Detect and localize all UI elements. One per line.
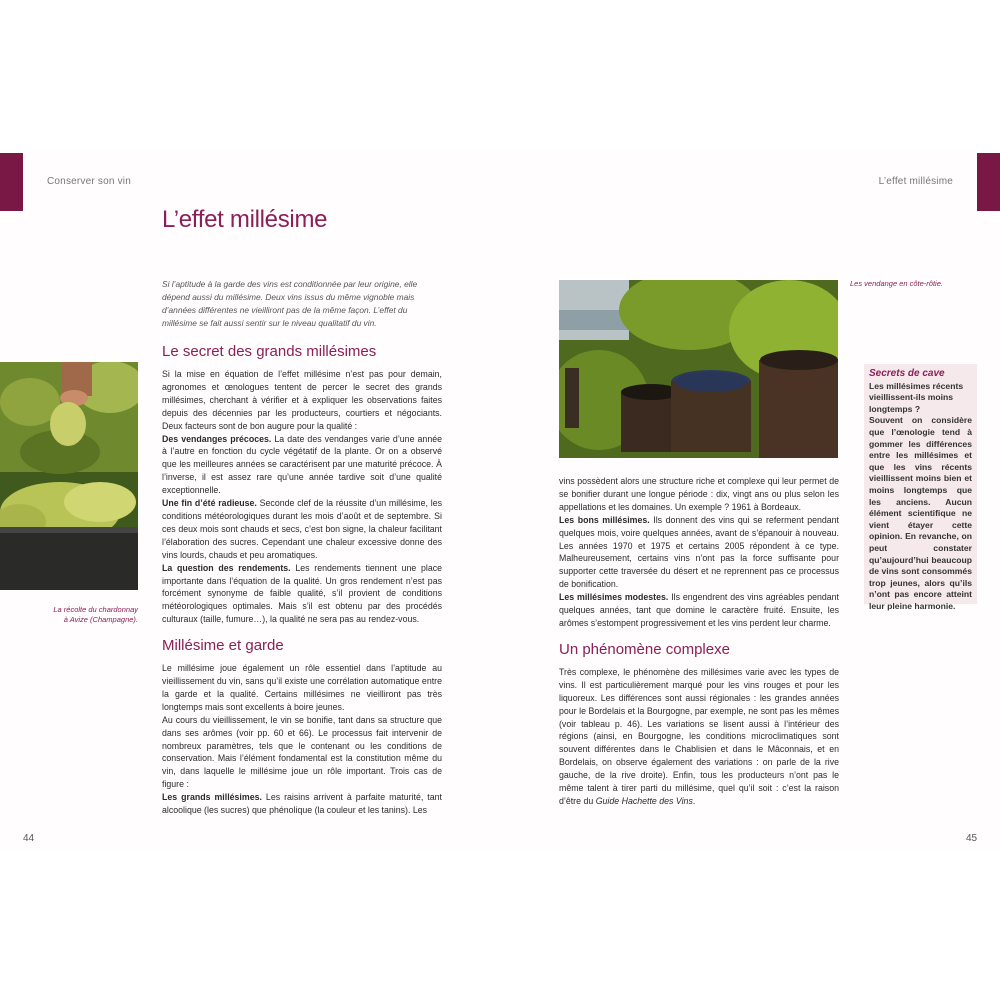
chardonnay-harvest-photo [0,362,138,590]
sidebar-question: Les millésimes récents vieillissent-ils moins longtemps ? [869,380,964,414]
chardonnay-harvest-illustration [0,362,138,590]
paragraph [162,562,442,627]
section-heading-complexe: Un phénomène complexe [559,640,730,658]
paragraph: Au cours du vieillissement, le vin se bonifie, tant dans sa structure que dans ses arômes (voir pp. 60 et 66). Le processus fait intervenir de nombreux paramètres, tels que le contenant ou les conditions de conservation. Mais l’élément fondamental est la constitution même du vin, dans laquelle le millésime joue un rôle important. Trois cas de figure : [162,714,442,790]
right-text-column [559,475,839,808]
paragraph [559,514,839,591]
bold-lead: Les grands millésimes. [162,792,262,803]
paragraph: Le millésime joue également un rôle essentiel dans l’aptitude au vieillissement du vin, sans qu’il existe une corrélation automatique entre la garde et la qualité. Certains millésimes ne vieilliront pas très longtemps mais sont excellents à boire jeunes. [162,663,442,712]
left-running-head: Conserver son vin [47,176,131,187]
paragraph [162,433,442,498]
chardonnay-photo-caption [40,605,138,625]
secrets-de-cave-sidebar [864,364,977,611]
section-heading-secret: Le secret des grands millésimes [162,343,377,360]
paragraph [162,497,442,562]
cote-rotie-harvest-illustration [559,280,838,458]
paragraph-text: Seconde clef de la réussite d’un millésime, les conditions météorologiques durant les mois d’août et de septembre. Si ces deux mois sont chauds et secs, c’est bon signe, la chaleur facilitant l’élaboration des sucres. Cependant une chaleur excessive donne des vins lourds, chauds et peu aromatiques. [162,498,442,560]
paragraph-text: Ils donnent des vins qui se referment pendant quelques mois, voire quelques années, avant de s’épanouir à nouveau. Les années 1970 et 1975 et certains 2005 répondent à ce type. Malheureusement, certains vins n’ont pas la force suffisante pour supporter cette traversée du désert et ne reprennent pas ce processus de bonification. [559,514,839,590]
sidebar-answer: Souvent on considère que l’œnologie tend à gommer les différences entre les millésimes et que les vins récents vieillissent moins bien et moins longtemps que les anciens. Aucun élément scientifique ne vient étayer cette opinion. En revanche, on peut constater qu’aujourd’hui beaucoup de vins sont consommés trop jeunes, alors qu’ils n’ont pas encore atteint leur pleine harmonie. [869,415,972,611]
sidebar-title: Secrets de cave [869,368,945,379]
bold-lead: La question des rendements. [162,562,291,573]
paragraph [559,666,839,808]
bold-lead: Les millésimes modestes. [559,592,669,603]
cote-rotie-harvest-photo [559,280,838,458]
paragraph-end: . [692,795,696,806]
page-title: L’effet millésime [162,206,328,233]
left-text-column [162,342,442,817]
paragraph-text: Ils engendrent des vins agréables pendant quelques années, tant que domine le caractère fruité. Ensuite, les arômes s’estompent progressivement et les vins perdent leur charme. [559,592,839,628]
paragraph-text: Très complexe, le phénomène des millésimes varie avec les types de vins. Il est particulièrement marqué pour les vins rouges et pour les liquoreux. Les différences sont aussi régionales : les grandes années pour le Bordelais et la Bourgogne, par exemple, ne sont pas les mêmes (voir tableau p. 46). Les variations se lisent aussi à l’intérieur des régions (ainsi, en Bourgogne, les conditions microclimatiques sont souvent différentes dans le Chablisien et dans le Mâconnais, et en Bordelais, on observe également des variations : on parle de la rive gauche, de la rive droite). Enfin, tous les producteurs n’ont pas le même talent à tirer parti du millésime, quel qu’il soit : c’est la raison d’être du [559,666,839,806]
paragraph-text: Les rendements tiennent une place importante dans l’équation de la qualité. Un gros rendement n’est pas forcément synonyme de faible qualité, s’il provient de conditions météorologiques optimales. Mais s’il est obtenu par des procédés culturaux (taille, fumure…), la qualité ne sera pas au rendez-vous. [162,562,442,625]
section-heading-garde: Millésime et garde [162,637,284,655]
intro-paragraph: Si l’aptitude à la garde des vins est conditionnée par leur origine, elle dépend aussi du millésime. Deux vins issus du même vignoble mais d’années différentes ne vieilliront pas de la même façon. L’effet du millésime se fait aussi sentir sur le niveau qualitatif du vin. [162,279,418,328]
paragraph: vins possèdent alors une structure riche et complexe qui leur permet de se bonifier durant une longue période : dix, vingt ans ou plus selon les appellations et les domaines. Un exemple ? 1961 à Bordeaux. [559,476,839,512]
paragraph [162,791,442,817]
bold-lead: Les bons millésimes. [559,514,650,525]
bold-lead: Des vendanges précoces. [162,433,272,444]
right-running-head: L’effet millésime [878,176,953,187]
right-page-number: 45 [966,833,978,844]
paragraph: Si la mise en équation de l’effet millésime n’est pas pour demain, agronomes et œnologues tentent de percer le secret des grands millésimes, cherchant à vérifier et à expliquer les observations faites depuis des décennies par les producteurs, courtiers et négociants. Deux facteurs sont de bon augure pour la qualité : [162,369,442,431]
left-page-number: 44 [23,833,35,844]
paragraph-text: La date des vendanges varie d’une année à l’autre en fonction du cycle végétatif de la plante. Or on a observé que les meilleures années se caractérisent par une maturité précoce. À l’inverse, il est assez rare qu’une année tardive soit d’une qualité exceptionnelle. [162,433,442,496]
guide-title: Guide Hachette des Vins [595,795,693,806]
cote-rotie-photo-caption: Les vendange en côte-rôtie. [850,279,943,288]
caption-line-1: La récolte du chardonnay [53,605,138,614]
left-margin-tab [0,153,23,211]
paragraph-text: Les raisins arrivent à parfaite maturité, tant alcoolique (les sucres) que phénolique (la couleur et les tanins). Les [162,792,442,816]
paragraph [559,591,839,630]
caption-line-2: à Avize (Champagne). [63,615,138,624]
book-spread [0,153,1000,850]
bold-lead: Une fin d’été radieuse. [162,498,257,509]
right-margin-tab [977,153,1000,211]
